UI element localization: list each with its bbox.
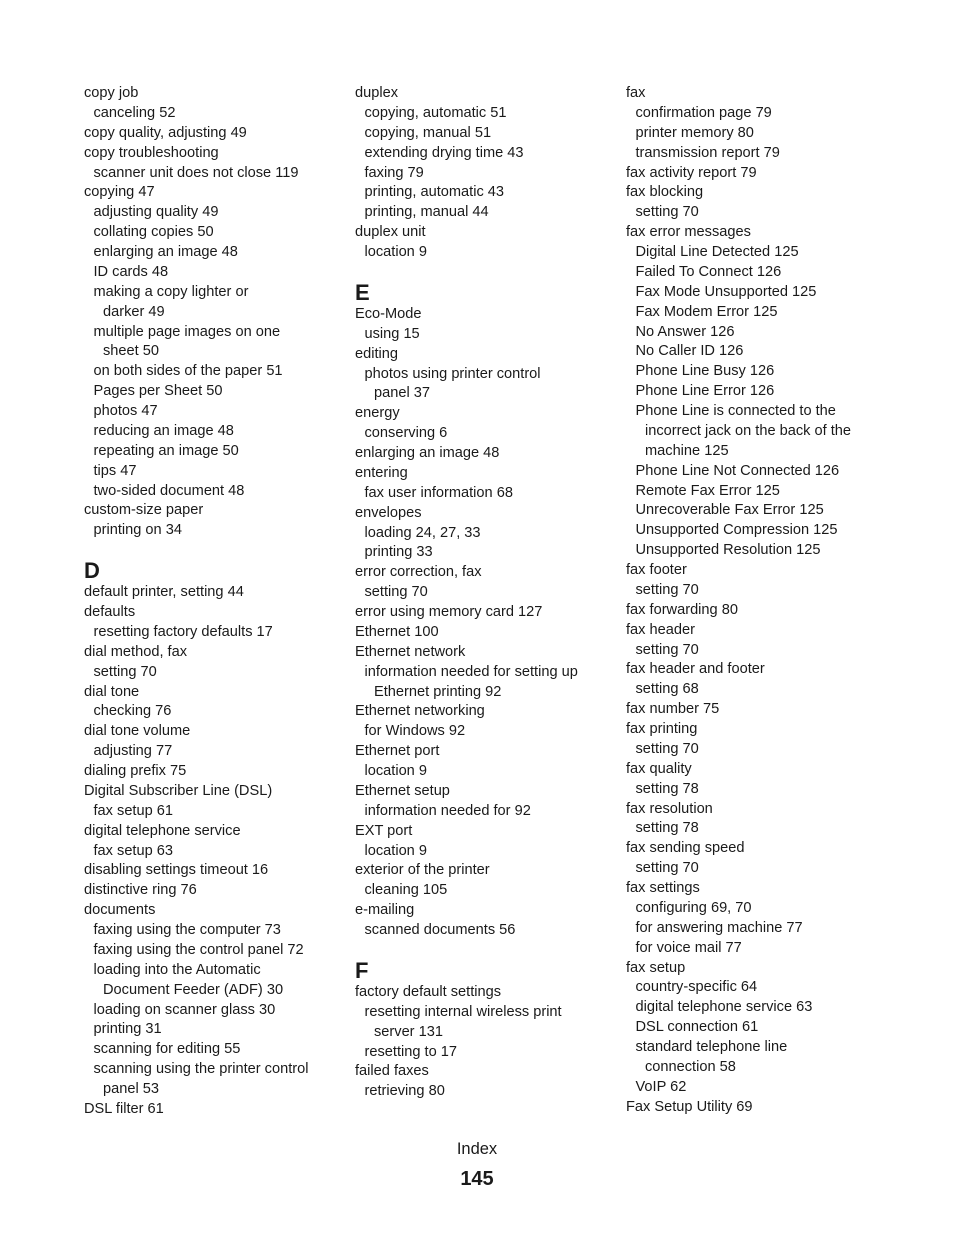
index-entry: fax footer <box>626 562 687 578</box>
index-entry: fax quality <box>626 760 692 777</box>
index-subentry: Phone Line is connected to the <box>635 403 836 419</box>
index-entry: enlarging an image 48 <box>355 445 500 461</box>
index-entry: dial tone volume <box>84 723 191 740</box>
index-subentry: for Windows 92 <box>364 723 466 740</box>
index-entry: defaults <box>84 604 136 620</box>
index-entry: fax number 75 <box>626 701 720 718</box>
index-column-2 <box>355 84 617 1102</box>
index-entry: e-mailing <box>355 902 415 919</box>
index-entry: fax settings <box>626 880 700 896</box>
index-subentry: setting 70 <box>364 584 428 601</box>
index-subentry: photos 47 <box>93 403 158 419</box>
index-subentry: No Answer 126 <box>635 323 735 340</box>
index-subentry: Unrecoverable Fax Error 125 <box>635 502 824 519</box>
index-subentry: printer memory 80 <box>635 124 754 141</box>
index-subentry: adjusting 77 <box>93 743 173 760</box>
index-subentry: loading 24, 27, 33 <box>364 524 481 541</box>
index-subentry: checking 76 <box>93 703 172 720</box>
index-subentry: Pages per Sheet 50 <box>93 383 223 400</box>
index-entry: Fax Setup Utility 69 <box>626 1098 753 1115</box>
index-subentry: fax user information 68 <box>364 484 513 501</box>
index-subentry: panel 53 <box>103 1081 159 1097</box>
index-subentry: multiple page images on one <box>93 323 281 340</box>
index-subentry: Digital Line Detected 125 <box>635 244 799 260</box>
index-entry: fax header and footer <box>626 661 765 678</box>
index-subentry: cleaning 105 <box>364 882 448 899</box>
index-entry: envelopes <box>355 504 422 521</box>
index-subentry: DSL connection 61 <box>635 1019 759 1036</box>
index-subentry: No Caller ID 126 <box>635 343 744 360</box>
index-entry: fax activity report 79 <box>626 164 757 181</box>
index-subentry: standard telephone line <box>635 1039 788 1055</box>
index-subentry: canceling 52 <box>93 104 176 121</box>
index-subentry: printing, automatic 43 <box>364 184 505 201</box>
index-subentry: scanning for editing 55 <box>93 1041 241 1058</box>
index-entry: exterior of the printer <box>355 862 490 879</box>
index-entry: disabling settings timeout 16 <box>84 862 269 879</box>
index-subentry: country-specific 64 <box>635 979 758 996</box>
index-entry: documents <box>84 902 156 919</box>
index-subentry: sheet 50 <box>103 343 159 360</box>
index-subentry: printing, manual 44 <box>364 204 489 221</box>
index-entry: Ethernet networking <box>355 703 485 720</box>
index-subentry: fax setup 61 <box>93 802 174 819</box>
index-entry: digital telephone service <box>84 822 241 839</box>
index-subentry: using 15 <box>364 325 420 342</box>
index-subentry: ID cards 48 <box>93 263 169 280</box>
index-entry: error correction, fax <box>355 564 482 581</box>
page-number: 145 <box>460 1168 494 1190</box>
index-letter-heading: E <box>355 279 370 305</box>
index-subentry: on both sides of the paper 51 <box>93 363 283 380</box>
index-subentry: fax setup 63 <box>93 842 174 859</box>
index-subentry: location 9 <box>364 763 427 779</box>
index-letter-heading: D <box>84 558 100 584</box>
index-subentry: VoIP 62 <box>635 1078 687 1095</box>
index-subentry: location 9 <box>364 842 427 859</box>
index-subentry: setting 70 <box>635 641 699 658</box>
index-subentry: information needed for 92 <box>364 802 531 819</box>
index-subentry: repeating an image 50 <box>93 442 239 459</box>
index-subentry: Document Feeder (ADF) 30 <box>103 981 284 998</box>
index-subentry: setting 70 <box>635 204 699 221</box>
index-subentry: setting 78 <box>635 820 699 837</box>
index-entry: fax forwarding 80 <box>626 601 738 618</box>
section-label: Index <box>456 1140 498 1158</box>
index-subentry: collating copies 50 <box>93 224 214 241</box>
index-entry: energy <box>355 405 400 422</box>
index-column-1 <box>84 84 346 1120</box>
index-subentry: Phone Line Not Connected 126 <box>635 462 840 479</box>
index-entry: Ethernet port <box>355 743 440 760</box>
index-entry: custom-size paper <box>84 502 204 519</box>
index-subentry: extending drying time 43 <box>364 144 524 161</box>
index-entry: fax header <box>626 621 695 638</box>
index-entry: dial tone <box>84 683 140 700</box>
index-subentry: conserving 6 <box>364 425 448 442</box>
index-subentry: server 131 <box>374 1023 443 1040</box>
index-entry: error using memory card 127 <box>355 604 543 620</box>
index-entry: entering <box>355 464 408 481</box>
index-subentry: Unsupported Resolution 125 <box>635 542 821 559</box>
index-subentry: Ethernet printing 92 <box>374 683 502 700</box>
index-subentry: incorrect jack on the back of the <box>645 422 852 439</box>
index-subentry: setting 70 <box>635 740 699 757</box>
index-subentry: loading into the Automatic <box>93 961 261 978</box>
index-entry: Eco-Mode <box>355 305 422 322</box>
index-entry: copying 47 <box>84 184 155 201</box>
index-subentry: photos using printer control <box>364 365 541 382</box>
index-entry: failed faxes <box>355 1063 429 1080</box>
index-entry: duplex <box>355 85 399 101</box>
index-letter-heading: F <box>355 957 369 983</box>
index-subentry: faxing using the control panel 72 <box>93 941 304 958</box>
index-subentry: resetting to 17 <box>364 1043 457 1060</box>
index-entry: distinctive ring 76 <box>84 882 197 899</box>
index-subentry: for answering machine 77 <box>635 919 803 936</box>
index-entry: fax printing <box>626 721 698 737</box>
index-subentry: copying, automatic 51 <box>364 104 507 121</box>
index-subentry: Unsupported Compression 125 <box>635 522 838 539</box>
index-subentry: copying, manual 51 <box>364 124 492 141</box>
index-entry: fax error messages <box>626 224 751 241</box>
index-entry: fax setup <box>626 959 686 976</box>
index-entry: dial method, fax <box>84 643 188 660</box>
index-entry: fax resolution <box>626 800 713 817</box>
index-subentry: faxing 79 <box>364 164 424 181</box>
index-subentry: two-sided document 48 <box>93 482 245 499</box>
index-subentry: connection 58 <box>645 1058 736 1075</box>
index-subentry: Phone Line Error 126 <box>635 383 775 400</box>
index-subentry: printing 33 <box>364 544 433 561</box>
index-subentry: printing on 34 <box>93 522 182 539</box>
index-subentry: scanned documents 56 <box>364 922 516 938</box>
index-entry: fax sending speed <box>626 840 745 857</box>
index-entry: Ethernet 100 <box>355 623 439 640</box>
index-subentry: adjusting quality 49 <box>93 204 219 221</box>
index-subentry: enlarging an image 48 <box>93 244 238 260</box>
index-entry: duplex unit <box>355 224 426 241</box>
index-subentry: setting 68 <box>635 681 699 698</box>
index-subentry: printing 31 <box>93 1021 162 1038</box>
index-entry: Ethernet network <box>355 643 466 660</box>
index-subentry: scanner unit does not close 119 <box>93 164 299 181</box>
index-subentry: making a copy lighter or <box>93 283 249 300</box>
index-subentry: configuring 69, 70 <box>635 899 752 916</box>
index-subentry: setting 70 <box>93 663 157 680</box>
index-entry: factory default settings <box>355 983 502 1000</box>
index-entry: copy job <box>84 85 139 101</box>
index-subentry: panel 37 <box>374 385 430 402</box>
index-entry: fax <box>626 85 646 101</box>
index-entry: fax blocking <box>626 184 704 201</box>
index-subentry: setting 70 <box>635 581 699 598</box>
index-subentry: machine 125 <box>645 442 729 459</box>
index-subentry: Remote Fax Error 125 <box>635 482 780 499</box>
index-entry: Ethernet setup <box>355 782 450 799</box>
index-subentry: location 9 <box>364 244 427 260</box>
index-subentry: information needed for setting up <box>364 663 578 680</box>
index-entry: dialing prefix 75 <box>84 763 187 779</box>
index-entry: DSL filter 61 <box>84 1100 164 1117</box>
index-subentry: reducing an image 48 <box>93 422 234 439</box>
index-subentry: setting 78 <box>635 780 699 797</box>
index-entry: Digital Subscriber Line (DSL) <box>84 782 273 799</box>
index-subentry: Fax Mode Unsupported 125 <box>635 283 817 300</box>
index-entry: EXT port <box>355 822 413 839</box>
index-subentry: loading on scanner glass 30 <box>93 1001 276 1018</box>
index-subentry: Phone Line Busy 126 <box>635 363 775 380</box>
index-subentry: Fax Modem Error 125 <box>635 303 778 320</box>
index-subentry: faxing using the computer 73 <box>93 922 281 938</box>
index-entry: editing <box>355 345 399 362</box>
index-subentry: Failed To Connect 126 <box>635 263 782 280</box>
index-entry: copy quality, adjusting 49 <box>84 124 247 141</box>
index-subentry: setting 70 <box>635 860 699 877</box>
index-entry: copy troubleshooting <box>84 144 219 161</box>
index-subentry: darker 49 <box>103 303 165 320</box>
index-subentry: resetting factory defaults 17 <box>93 623 273 640</box>
index-column-3 <box>626 84 888 1118</box>
index-subentry: tips 47 <box>93 462 137 479</box>
index-subentry: confirmation page 79 <box>635 104 772 121</box>
index-subentry: scanning using the printer control <box>93 1061 309 1078</box>
index-subentry: for voice mail 77 <box>635 939 742 956</box>
index-subentry: retrieving 80 <box>364 1083 445 1100</box>
index-subentry: resetting internal wireless print <box>364 1003 562 1020</box>
index-subentry: transmission report 79 <box>635 144 780 161</box>
index-entry: default printer, setting 44 <box>84 584 244 601</box>
index-subentry: digital telephone service 63 <box>635 999 813 1016</box>
